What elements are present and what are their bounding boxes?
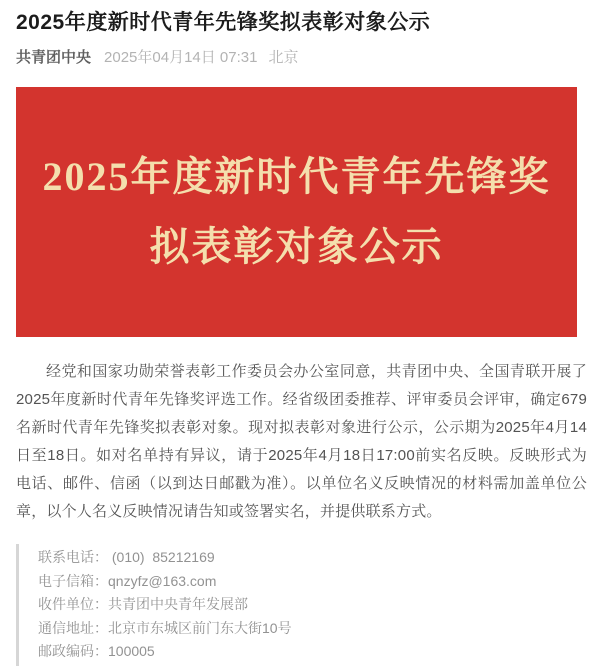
- contact-value-address: 北京市东城区前门东大街10号: [108, 619, 292, 636]
- publish-datetime: 2025年04月14日 07:31: [104, 49, 258, 66]
- contact-label-address: 通信地址：: [38, 619, 108, 636]
- publish-location: 北京: [268, 49, 299, 66]
- contact-label-postcode: 邮政编码：: [38, 643, 108, 659]
- contact-row-postcode: [38, 640, 584, 664]
- contact-row-phone: [38, 546, 584, 570]
- banner-title-line1: 2025年度新时代青年先锋奖: [42, 154, 551, 199]
- byline: [16, 46, 584, 67]
- contact-label-recipient: 收件单位：: [38, 596, 108, 612]
- contact-value-email[interactable]: qnzyfz@163.com: [108, 572, 217, 589]
- contact-row-recipient: [38, 593, 584, 617]
- contact-value-postcode: 100005: [108, 643, 155, 659]
- article-page: [0, 8, 600, 667]
- contact-row-address: [38, 617, 584, 641]
- contact-value-recipient: 共青团中央青年发展部: [108, 596, 248, 612]
- article-paragraph: 经党和国家功勋荣誉表彰工作委员会办公室同意，共青团中央、全国青联开展了2025年度新时代青年先锋奖评选工作。经省级团委推荐、评审委员会评审，确定679名新时代青年先锋奖拟表彰对象。现对拟表彰对象进行公示，公示期为2025年4月14日至18日。如对名单持有异议，请于2025年4月18日17:00前实名反映。反映形式为电话、邮件、信函（以到达日邮戳为准）。以单位名义反映情况的材料需加盖单位公章，以个人名义反映情况请告知或签署实名，并提供联系方式。: [16, 363, 587, 520]
- contact-label-email: 电子信箱：: [38, 572, 108, 589]
- contact-block: [16, 544, 584, 666]
- banner-image[interactable]: [16, 87, 577, 337]
- banner-title-line2: 拟表彰对象公示: [149, 224, 444, 269]
- source-name[interactable]: 共青团中央: [16, 49, 92, 66]
- contact-row-email: [38, 570, 584, 594]
- contact-value-phone: (010) 85212169: [108, 549, 215, 565]
- article-title: 2025年度新时代青年先锋奖拟表彰对象公示: [16, 11, 431, 34]
- contact-label-phone: 联系电话：: [38, 549, 108, 565]
